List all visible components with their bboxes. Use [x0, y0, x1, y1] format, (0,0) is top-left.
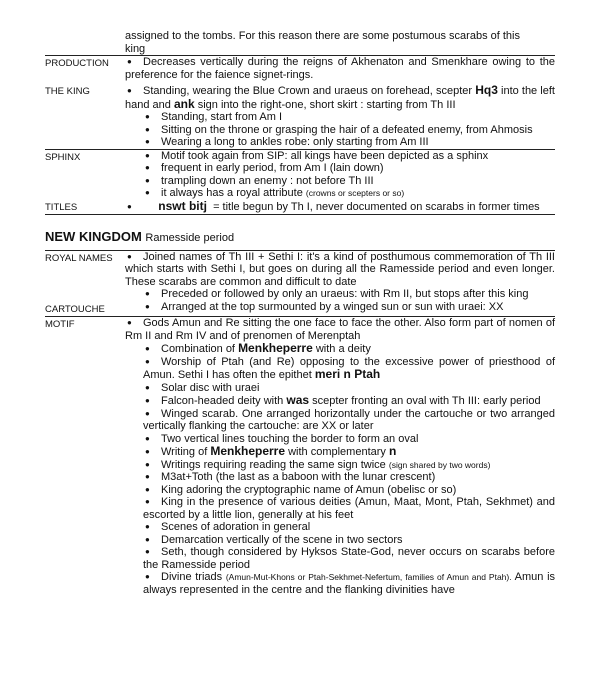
document-page [45, 30, 555, 596]
bullet-icon: ● [145, 382, 150, 392]
bullet-item: ● Writings requiring reading the same sign twice (sign shared by two words) [145, 458, 491, 471]
bullet-item: ● Winged scarab. One arranged horizontally under the cartouche or two arranged vertically flanking the cartouche: are XX or later [143, 407, 555, 432]
bullet-item: ● Standing, start from Am I [145, 111, 283, 123]
label-sphinx: SPHINX [45, 151, 81, 163]
intro-line: assigned to the tombs. For this reason there are some postumous scarabs of this [125, 30, 520, 42]
label-royal-names: ROYAL NAMES [45, 252, 113, 264]
bullet-icon: ● [127, 318, 132, 327]
bullet-item: ● trampling down an enemy : not before Th III [145, 174, 374, 187]
bullet-item: ● King adoring the cryptographic name of Amun (obelisc or so) [145, 483, 457, 496]
bullet-item: ● Demarcation vertically of the scene in two sectors [145, 533, 403, 546]
label-the-king: THE KING [45, 86, 90, 97]
divider [45, 214, 555, 215]
bullet-item: ● King in the presence of various deities (Amun, Maat, Mont, Ptah, Sekhmet) and escorted by a little lion, generally at his feet [143, 496, 555, 521]
bullet-icon: ● [145, 150, 150, 160]
bullet-icon: ● [145, 522, 150, 531]
bullet-icon: ● [127, 57, 132, 66]
bullet-item: ● Gods Amun and Re sitting the one face to face the other. Also form part of nomen of Rm II and Rm IV and of prenomen of Merenptah [125, 317, 555, 342]
bullet-icon: ● [145, 163, 150, 172]
bullet-icon: ● [145, 112, 150, 121]
bullet-icon: ● [145, 408, 150, 418]
bullet-icon: ● [145, 124, 150, 134]
bullet-icon: ● [145, 472, 150, 481]
row-sphinx [45, 150, 555, 200]
bullet-icon: ● [145, 433, 150, 443]
bullet-icon: ● [127, 86, 132, 95]
bullet-icon: ● [145, 572, 150, 581]
bullet-item: ● Joined names of Th III + Sethi I: it's a kind of posthumous commemoration of Th III which starts with Sethi I, but goes on during all the Ramesside period and even longer. These scarabs are common and difficult to date [125, 250, 555, 288]
row-motif [45, 317, 555, 596]
row-titles [45, 200, 555, 214]
bullet-item: ● Wearing a long to ankles robe: only starting from Am III [145, 136, 429, 148]
bullet-item: ● Worship of Ptah (and Re) opposing to the excessive power of priesthood of Amun. Sethi I has often the epithet meri n Ptah [143, 355, 555, 381]
bullet-icon: ● [145, 396, 150, 405]
bullet-icon: ● [145, 459, 150, 469]
bullet-icon: ● [145, 534, 150, 544]
bullet-item: ● frequent in early period, from Am I (lain down) [145, 162, 384, 174]
heading-sub: Ramesside period [145, 231, 235, 244]
bullet-item: ● Writing of Menkheperre with complementary n [145, 444, 397, 458]
bullet-icon: ● [127, 251, 132, 261]
intro-row [45, 30, 555, 55]
bullet-item: ● Two vertical lines touching the border to form an oval [145, 432, 419, 445]
bullet-item: ● M3at+Toth (the last as a baboon with the lunar crescent) [145, 471, 436, 483]
heading-main: NEW KINGDOM [45, 228, 142, 244]
bullet-icon: ● [145, 447, 150, 456]
label-cartouche: CARTOUCHE [45, 304, 105, 315]
bullet-item: ● Motif took again from SIP: all kings have been depicted as a sphinx [145, 149, 489, 162]
bullet-icon: ● [145, 289, 150, 298]
bullet-item: ● it always has a royal attribute (crowns or scepters or so) [145, 187, 405, 199]
bullet-icon: ● [145, 137, 150, 146]
row-cartouche [45, 288, 555, 316]
bullet-item: ● Arranged at the top surmounted by a winged sun or sun with uraei: XX [145, 300, 504, 313]
label-titles: TITLES [45, 201, 78, 213]
bullet-item: ● nswt bitj = title begun by Th I, never documented on scarabs in former times [127, 198, 540, 213]
bullet-icon: ● [127, 201, 132, 211]
label-production: PRODUCTION [45, 58, 109, 69]
row-the-king [45, 84, 555, 149]
bullet-icon: ● [145, 301, 150, 311]
bullet-icon: ● [145, 484, 150, 494]
bullet-item: ● Preceded or followed by only an uraeus: with Rm II, but stops after this king [145, 288, 529, 300]
bullet-item: ● Falcon-headed deity with was scepter fronting an oval with Th III: early period [145, 393, 541, 407]
bullet-item: ● Standing, wearing the Blue Crown and uraeus on forehead, scepter Hq3 into the left hand and ank sign into the right-one, short skirt : starting from Th III [125, 83, 555, 111]
bullet-item: ● Scenes of adoration in general [145, 521, 311, 533]
bullet-item: ● Sitting on the throne or grasping the hair of a defeated enemy, from Ahmosis [145, 123, 533, 136]
label-motif: MOTIF [45, 319, 75, 330]
bullet-item: ● Combination of Menkheperre with a deity [145, 341, 371, 355]
bullet-icon: ● [145, 175, 150, 185]
section-heading [45, 229, 555, 244]
bullet-item: ● Divine triads (Amun-Mut-Khons or Ptah-Sekhmet-Nefertum, families of Amun and Ptah). Amun is always represented in the centre and the flanking divinities have [143, 571, 556, 596]
bullet-icon: ● [145, 356, 150, 366]
row-royal-names [45, 251, 555, 289]
row-production [45, 56, 555, 81]
bullet-icon: ● [145, 547, 150, 556]
bullet-icon: ● [145, 497, 150, 506]
bullet-item: ● Decreases vertically during the reigns of Akhenaton and Smenkhare owing to the preference for the faience signet-rings. [125, 56, 555, 81]
intro-line: king [125, 42, 146, 55]
bullet-item: ● Solar disc with uraei [145, 381, 260, 394]
bullet-item: ● Seth, though considered by Hyksos State-God, never occurs on scarabs before the Ramesside period [143, 546, 555, 571]
bullet-icon: ● [145, 188, 150, 197]
bullet-icon: ● [145, 344, 150, 353]
